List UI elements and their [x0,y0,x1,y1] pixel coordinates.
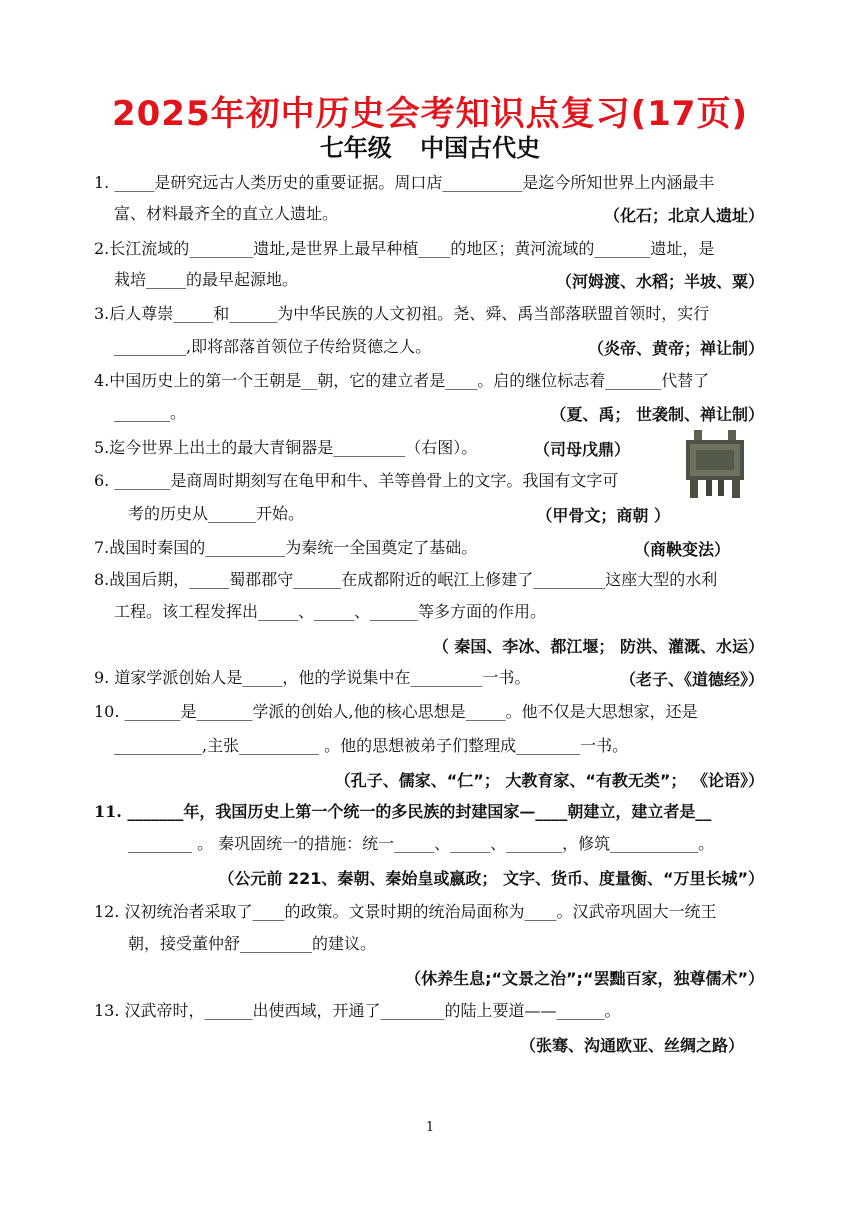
question-9-answer: （老子、《道德经》） [619,670,764,689]
question-7-line-1: 7.战国时秦国的__________为秦统一全国奠定了基础。 [94,538,478,557]
question-8-line-1: 8.战国后期，_____蜀郡郡守______在成都附近的岷江上修建了_________这座大型的水利 [94,570,718,589]
question-4-answer: （夏、禹； 世袭制、禅让制） [550,405,764,424]
question-10-answer: （孔子、儒家、“仁”； 大教育家、“有教无类”； 《论语》） [334,771,764,790]
question-1-line-1: 1. _____是研究远古人类历史的重要证据。周口店__________是迄今所知世界上内涵最丰 [94,173,715,192]
question-2-answer: （河姆渡、水稻；半坡、粟） [555,272,764,291]
question-6-line-1: 6. _______是商周时期刻写在龟甲和牛、羊等兽骨上的文字。我国有文字可 [94,471,619,490]
question-4-line-1: 4.中国历史上的第一个王朝是__朝，它的建立者是____。启的继位标志着_______代替了 [94,371,710,390]
question-9-line-1: 9. 道家学派创始人是_____，他的学说集中在_________一书。 [94,668,531,687]
question-1-answer: （化石；北京人遗址） [603,206,764,225]
page-title: 2025年初中历史会考知识点复习(17页) [111,94,749,134]
question-11-answer: （公元前 221、秦朝、秦始皇或嬴政； 文字、货币、度量衡、“万里长城”） [218,869,764,888]
question-6-line-2: 考的历史从______开始。 [128,504,305,523]
question-7-answer: （商鞅变法） [633,540,730,559]
question-11-line-2: ________ 。 秦巩固统一的措施：统一_____、_____、_______，修筑___________。 [128,834,715,853]
question-6-answer: （甲骨文；商朝 ） [536,506,670,525]
question-4-line-2: _______。 [114,403,187,422]
question-3-line-1: 3.后人尊崇_____和______为中华民族的人文初祖。尧、舜、禹当部落联盟首领时，实行 [94,304,710,323]
subtitle [0,128,860,163]
question-13-line-1: 13. 汉武帝时，______出使西域，开通了________的陆上要道——______。 [94,1001,621,1020]
question-10-line-1: 10. _______是_______学派的创始人,他的核心思想是_____。他不仅是大思想家，还是 [94,702,698,721]
question-12-line-2: 朝，接受董仲舒_________的建议。 [128,934,377,953]
question-10-line-2: ___________,主张__________ 。他的思想被弟子们整理成________一书。 [114,736,629,755]
question-5-answer: （司母戊鼎） [533,440,630,459]
question-3-answer: （炎帝、黄帝；禅让制） [587,339,764,358]
question-8-line-2: 工程。该工程发挥出_____、_____、______等多方面的作用。 [114,602,547,621]
question-2-line-1: 2.长江流域的________遗址,是世界上最早种植____的地区；黄河流域的_______遗址，是 [94,239,715,258]
question-12-line-1: 12. 汉初统治者采取了____的政策。文景时期的统治局面称为____。汉武帝巩固大一统王 [94,902,717,921]
page-number: 1 [425,1120,435,1135]
question-11-line-1: 11. _______年，我国历史上第一个统一的多民族的封建国家—____朝建立，建立者是__ [94,802,712,821]
section-label: 中国古代史 [420,134,541,162]
question-8-answer: （ 秦国、李冰、都江堰； 防洪、灌溉、水运） [432,637,764,656]
question-5-line-1: 5.迄今世界上出土的最大青铜器是_________（右图）。 [94,438,478,457]
question-2-line-2: 栽培_____的最早起源地。 [114,270,299,289]
question-12-answer: （休养生息;“文景之治”;“罢黜百家，独尊儒术”） [405,969,764,988]
question-13-answer: （张骞、沟通欧亚、丝绸之路） [519,1036,744,1055]
question-1-line-2: 富、材料最齐全的直立人遗址。 [114,204,339,223]
grade-label: 七年级 [319,134,392,162]
question-3-line-2: _________,即将部落首领位子传给贤德之人。 [114,337,432,356]
